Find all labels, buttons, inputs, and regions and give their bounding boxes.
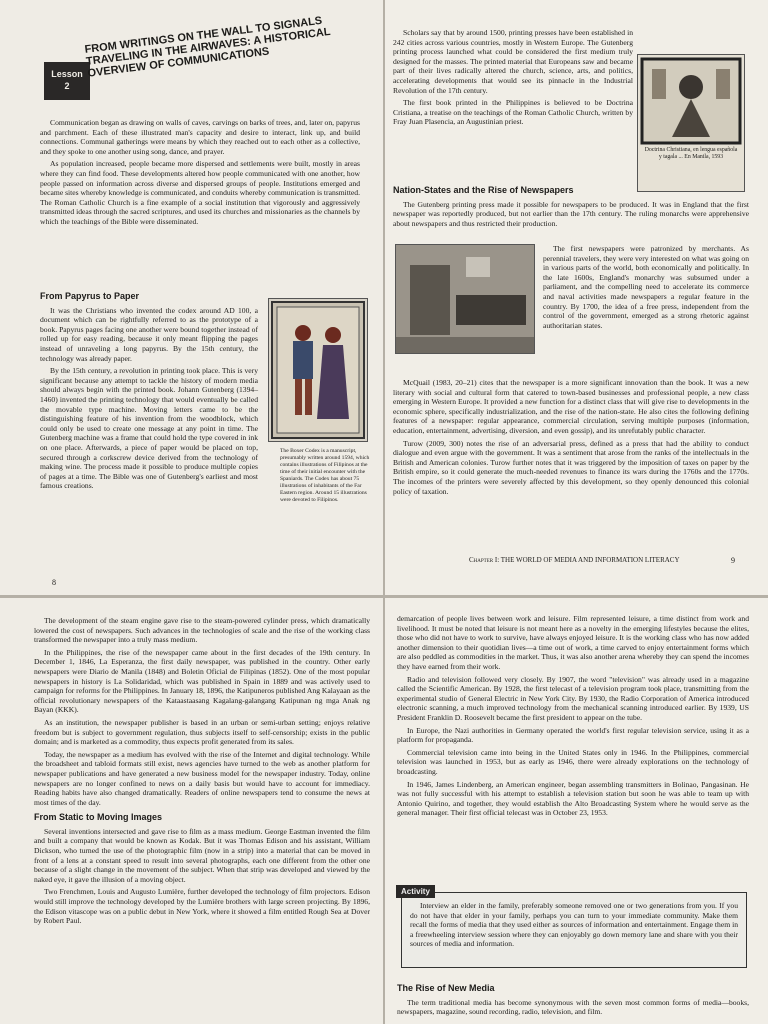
page-11: [385, 598, 768, 1024]
paragraph: In the Philippines, the rise of the newspaper came about in the first decades of the 19th century. In December 1, 1846, La Esperanza, the first daily newspaper, was published in the country. Other early newspapers were Diario de Manila (1848) and Boletin Oficial de Filipinas (1852). One of the most popular newspapers in history is La Solidaridad, which was published in Spain in 1889 and was actively used to campaign for reforms for the Philippines. In January 18, 1896, the Katipuneros published Ang Kalayaan as the official revolutionary newspapers of the Kataastaasang Kagalang-galangang Katipunan ng mga Anak ng Bayan (KKK).: [34, 647, 370, 715]
paragraph: Radio and television followed very closely. By 1907, the word "television" was already used in a magazine called the Scientific American. By 1928, the first telecast of a television program took place, transmitting from the experimental studio of General Electric in New York City. By 1930, the Radio Corporation of America introduced electronic scanning, a much improved technology from the mechanical scanning introduced earlier. By 1939, US President Franklin D. Roosevelt became the first president to appear on the tube.: [397, 674, 749, 722]
paragraph: Interview an elder in the family, preferably someone removed one or two generations from you. If you do not have that elder in your family, perhaps you can turn to your immediate community. Make them recall the forms of media that they used either as sources of information and entertainment. Engage them in a freewheeling interview session where they can enjoyably go down memory lane and share with you their sources of media and information.: [410, 901, 738, 949]
newspaper-text: [393, 378, 749, 499]
page-number: 8: [52, 578, 56, 587]
paragraph: The Gutenberg printing press made it possible for newspapers to be produced. It was in England that the first newspaper was reportedly produced, but not earlier than the 17th century. The ruling monarchs were apprehensive about newspapers and thus restricted their production.: [393, 199, 749, 228]
paragraph: As an institution, the newspaper publisher is based in an urban or semi-urban setting; enjoys relative freedom but is subject to government regulation, thus subjects itself to self-censorship; exists in the public domain; and is marketed as a commodity, thus expects profit generated from its sales.: [34, 717, 370, 747]
paragraph: Several inventions intersected and gave rise to film as a mass medium. George Eastman invented the film and built a company that would be known as Kodak. But it was Thomas Edison and his assistant, William Dickson, who turned the use of the photographic film (now in a strip) into a material that can be moved in front of a lens at a constant speed to result into several photographs, each one different from the other one because of a slight change in the movement of the subject. When that strip was developed and viewed by the naked eye, it gave the illusion of a moving object.: [34, 826, 370, 884]
paragraph: Communication began as drawing on walls of caves, carvings on barks of trees, and, later on, papyrus and parchment. Each of these illustrated man's capacity and desire to interact, link up, and build connections. Communal gatherings were means by which they reached out to each other as a collective, and they spoke to one another using song, dance, and prayer.: [40, 118, 360, 156]
section-heading: From Static to Moving Images: [34, 812, 163, 823]
section-heading: The Rise of New Media: [397, 983, 495, 993]
lesson-badge: [44, 62, 90, 100]
activity-box: [401, 887, 747, 968]
new-media-section: [397, 978, 749, 1020]
codex-figures-image: [269, 299, 367, 441]
paragraph: Turow (2009, 300) notes the rise of an adversarial press, defined as a press that had the ability to conduct dialogue and even argue with the government. It was a sentiment that arose from the ranks of the intellectuals in the British and American colonies. Turow further notes that it was triggered by the imposition of taxes on paper by the British empire, so it could generate the much-needed revenues to finance its wars during the 1760s and the 1770s. The incomes of the printers were severely affected by this development, so they openly denounced this colonial policy of taxation.: [393, 438, 749, 496]
paragraph: In 1946, James Lindenberg, an American engineer, began assembling transmitters in Bolinao, Pangasinan. He was not fully successful with his attempt to establish a television station but soon he was able to team up with Antonio Quirino, and together, they would establish the Alto Broadcasting System where he would serve as the general manager. Their first official telecast was in October 23, 1953.: [397, 779, 749, 818]
paragraph: In Europe, the Nazi authorities in Germany operated the world's first regular television service, using it as a platform for propaganda.: [397, 725, 749, 745]
printing-press-photo: [395, 244, 535, 354]
paragraph: The development of the steam engine gave rise to the steam-powered cylinder press, which dramatically lowered the cost of newspapers. Such advances in the technologies of scale and the rise of the working class transformed the newspaper into a truly mass medium.: [34, 616, 370, 645]
lesson-label: Lesson: [51, 69, 83, 79]
newspaper-history-text: [34, 616, 370, 929]
page-8: [0, 0, 383, 595]
press-image: [396, 245, 534, 353]
page-number: 9: [731, 556, 735, 565]
newspaper-intro: [393, 180, 749, 231]
papyrus-section: [40, 286, 258, 494]
section-heading: Nation-States and the Rise of Newspapers: [393, 185, 574, 195]
printing-text: [393, 28, 633, 130]
merchants-text: [543, 244, 749, 333]
paragraph: The first book printed in the Philippines is believed to be Doctrina Cristiana, a treatise on the teachings of the Roman Catholic Church, written by Fray Juan Plasencia, an Augustinian priest.: [393, 98, 633, 127]
doctrina-cristiana-cover: [637, 54, 745, 192]
boxer-codex-illustration: [268, 298, 368, 442]
paragraph: It was the Christians who invented the codex around AD 100, a document which can be rightfully referred to as the prototype of a book. Papyrus pages facing one another were bound together instead of rolled up for easy reading, because it only meant flipping the pages instead of unraveling a long papyrus. By the 15th century, the technology was already paper.: [40, 305, 258, 363]
figure-caption: The Boxer Codex is a manuscript, presumably written around 1594, which contains illustrations of Filipinos at the time of their initial encounter with the Spaniards. The Codex has about 75 illustrations of inhabitants of the Far Eastern region. Around 15 illustrations were devoted to Filipinos.: [280, 448, 370, 503]
lesson-number: 2: [64, 81, 70, 91]
paragraph: Today, the newspaper as a medium has evolved with the rise of the Internet and digital technology. While the broadsheet and tabloid formats still exist, news agencies have turned to the web as another platform for newspaper publications and have generated a new business model for the newspaper industry. Today, online newspapers are no longer confined to news on a daily basis but would have to account for immediacy. Reading habits have also changed dramatically. Readers of online newspapers tend to consume the news at most times of the day.: [34, 749, 370, 807]
paragraph: As population increased, people became more dispersed and settlements were built, mostly in areas where they can find food. These developments altered how people communicated with one another, how people passed on information across diverse and dispersed groups of people. Institutions emerged and became sites whereby knowledge is communicated, and conduits whereby communication is transmitted. The Roman Catholic Church is a fine example of a social institution that vigorously and aggressively transmitted ideas through the sacred scriptures, and used its churches and missionaries as the channels by which the teachings of the Bible were disseminated.: [40, 159, 360, 226]
section-heading: From Papyrus to Paper: [40, 291, 140, 301]
paragraph: Two Frenchmen, Louis and Augusto Lumière, further developed the technology of film projectors. Edison would still improve the technology developed by the Lumière brothers with large screen projecting. By 1896, the Edison vitascope was on a public debut in New York, where it showed a film entitled Rough Sea at Dover by Robert Paul.: [34, 887, 370, 926]
paragraph: demarcation of people lives between work and leisure. Film represented leisure, a time distinct from work and livelihood. It must be noted that leisure is not meant here as a novelty in the emerging lifestyles because the elites, those who did not have to work to survive, have always enjoyed leisure. It is the working class who has now added another dimension to their quotidian lives—a time out of work, a time carved to enjoy entertainment forms which are also peddled as commodities in the market. Thus, it was also another arena whereby they can spend the incomes they have earned from their work.: [397, 614, 749, 671]
woodcut-image: [638, 55, 744, 145]
paragraph: The term traditional media has become synonymous with the seven most common forms of media—books, newspapers, magazine, sound recording, radio, television, and film.: [397, 997, 749, 1017]
page-10: [0, 598, 383, 1024]
lesson-title: FROM WRITINGS ON THE WALL TO SIGNALS TRAVELING IN THE AIRWAVES: A HISTORICAL OVERVIEW OF COMMUNICATIONS: [84, 14, 331, 80]
book-caption: Doctrina Christiana, en lengua española y tagala ... En Manila, 1593: [644, 147, 738, 160]
intro-text: [40, 118, 360, 230]
paragraph: McQuail (1983, 20–21) cites that the newspaper is a more significant innovation than the book. It was a new literary with social and cultural form that catered to town-based businesses and professional people, a new class emerging in Western Europe. It provided a new function for a distinct class that will give rise to developments in the economic sphere, specifically industrialization, and the rise of the nation-state. He also cites the following defining features of a newspaper: regular appearance, commercial circulation, serving multiple purposes (information, education, entertainment, advertising, diversion, and even gossip), and its unrefutably public character.: [393, 378, 749, 435]
page-9: [385, 0, 768, 595]
activity-text: [410, 901, 738, 952]
paragraph: Scholars say that by around 1500, printing presses have been established in 242 cities across various countries, mostly in Western Europe. The Gutenberg printing process launched what could be considered the first medium truly designed for the masses. The printed material that Europeans saw and became part of their lives radically altered the church, science, arts, and politics, accelerating developments that would see its pinnacle in the Industrial Revolution of the 17th century.: [393, 28, 633, 95]
broadcast-text: [397, 614, 749, 821]
paragraph: Commercial television came into being in the United States only in 1946. In the Philippines, commercial television was launched in 1953, but as early as 1946, there were already explorations on the technology of broadcasting.: [397, 747, 749, 776]
chapter-footer: Chapter I: THE WORLD OF MEDIA AND INFORMATION LITERACY: [469, 556, 680, 564]
activity-label: Activity: [396, 885, 435, 898]
paragraph: The first newspapers were patronized by merchants. As perennial travelers, they were very interested on what was going on in various parts of the world, both economically and politically. In the late 1600s, England's monarchy was subsumed under a parliament, and the compelling need to accelerate its commerce and naval activities made newspapers a regular feature in the country. By 1700, the idea of a free press, independent from the control of the government, emerged as a strong rhetoric against authoritarian states.: [543, 244, 749, 330]
paragraph: By the 15th century, a revolution in printing took place. This is very significant because any attempt to tackle the history of modern media should always begin with the printed book. Johann Gutenberg (1394–1460) invented the printing technology that would eventually be called the movable type machine. Moving letters came to be the distinguishing feature of his invention from the woodblock, which could only be used to create one message at any point in time. The Gutenberg machine was a frame that could hold the type covered in ink on one place. Afterwards, a piece of paper would be placed on top, secured through a corkscrew device derived from the technology of making wine. The process made it possible to produce multiple copies of pages at a time. The Bible was one of Gutenberg's earliest and most famous creations.: [40, 366, 258, 491]
